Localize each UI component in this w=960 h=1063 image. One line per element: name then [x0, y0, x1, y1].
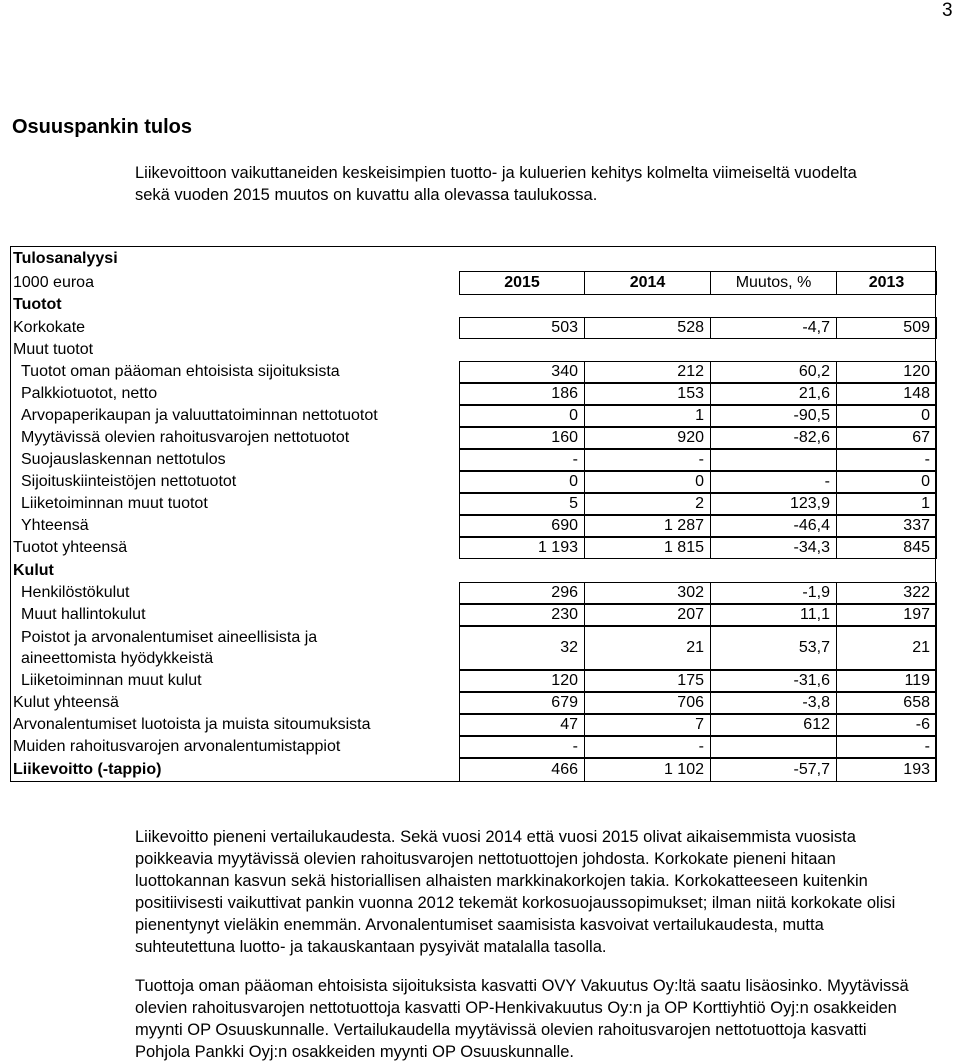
value-change: [711, 736, 837, 758]
row-label: Kulut: [13, 562, 54, 579]
header-2014: 2014: [585, 271, 711, 295]
row-label: Tuotot yhteensä: [13, 539, 128, 556]
table-row: [11, 317, 935, 339]
value-2014: 1 287: [585, 515, 711, 537]
value-2014: -: [585, 449, 711, 471]
value-2015: 47: [459, 714, 585, 736]
row-label: Kulut yhteensä: [13, 694, 119, 711]
row-label: Korkokate: [13, 319, 86, 336]
value-2014: 706: [585, 692, 711, 714]
value-2013: 197: [837, 604, 937, 626]
value-2013: 119: [837, 670, 937, 692]
table-row: [11, 537, 935, 559]
value-2013: 322: [837, 582, 937, 604]
row-label: Suojauslaskennan nettotulos: [21, 451, 226, 468]
value-2015: 690: [459, 515, 585, 537]
value-2015: 1 193: [459, 537, 585, 559]
value-2014: 1 815: [585, 537, 711, 559]
value-change: 21,6: [711, 383, 837, 405]
value-change: -46,4: [711, 515, 837, 537]
value-2014: 1: [585, 405, 711, 427]
value-2015: 0: [459, 405, 585, 427]
table-row: [11, 295, 935, 315]
value-2015: 5: [459, 493, 585, 515]
paragraph-profit: [135, 826, 925, 958]
value-2015: 160: [459, 427, 585, 449]
paragraph-text: Liikevoitto pieneni vertailukaudesta. Sekä vuosi 2014 että vuosi 2015 olivat aikaisemmista vuosista poikkeavia myytävissä olevien rahoitusvarojen nettotuottojen johdosta. Korkokate pieneni hitaan luottokannan kasvun sekä historiallisen alhaisten markkinakorkojen takia. Korkokatteeseen kuitenkin positiivisesti vaikuttivat pankin vuonna 2012 tekemät korkosuojaussopimukset; ilman niitä korkokate olisi pienentynyt vieläkin enemmän. Arvonalentumiset saamisista kasvoivat vertailukaudesta, mutta suhteutettuna luotto- ja takauskantaan pysyivät matalalla tasolla.: [135, 828, 896, 956]
row-label: Tuotot: [13, 296, 62, 313]
value-2013: 1: [837, 493, 937, 515]
value-2015: 340: [459, 361, 585, 383]
value-2015: 32: [459, 626, 585, 670]
table-row: [11, 604, 935, 626]
value-change: -1,9: [711, 582, 837, 604]
value-2013: 845: [837, 537, 937, 559]
table-title: Tulosanalyysi: [13, 250, 118, 267]
value-2014: 207: [585, 604, 711, 626]
value-2015: 120: [459, 670, 585, 692]
table-row: [11, 692, 935, 714]
value-2014: 1 102: [585, 758, 711, 782]
value-2014: 175: [585, 670, 711, 692]
paragraph-income: [135, 975, 925, 1063]
value-change: -: [711, 471, 837, 493]
value-change: 60,2: [711, 361, 837, 383]
table-title-row: [11, 247, 935, 271]
table-row: [11, 471, 935, 493]
value-2014: 302: [585, 582, 711, 604]
value-2015: 230: [459, 604, 585, 626]
table-row: [11, 339, 935, 361]
row-label: Poistot ja arvonalentumiset aineellisista ja aineettomista hyödykkeistä: [21, 629, 318, 667]
table-row: [11, 560, 935, 582]
row-label: Muiden rahoitusvarojen arvonalentumistappiot: [13, 738, 341, 755]
value-2013: 21: [837, 626, 937, 670]
table-row: [11, 493, 935, 515]
row-label: Arvopaperikaupan ja valuuttatoiminnan nettotuotot: [21, 407, 378, 424]
row-label: Arvonalentumiset luotoista ja muista sitoumuksista: [13, 716, 371, 733]
value-2014: 0: [585, 471, 711, 493]
value-2015: 503: [459, 317, 585, 339]
value-2014: 528: [585, 317, 711, 339]
table-row: [11, 427, 935, 449]
table-row: [11, 383, 935, 405]
row-label: Muut hallintokulut: [21, 606, 146, 623]
value-2013: 193: [837, 758, 937, 782]
table-row: [11, 714, 935, 736]
value-2014: 153: [585, 383, 711, 405]
value-2015: -: [459, 736, 585, 758]
value-2013: -: [837, 736, 937, 758]
table-row: [11, 405, 935, 427]
row-label: Myytävissä olevien rahoitusvarojen nettotuotot: [21, 429, 350, 446]
unit-label: 1000 euroa: [13, 274, 94, 291]
table-row: [11, 582, 935, 604]
table-row: [11, 670, 935, 692]
value-2015: 296: [459, 582, 585, 604]
value-2013: 658: [837, 692, 937, 714]
paragraph-text: Tuottoja oman pääoman ehtoisista sijoituksista kasvatti OVY Vakuutus Oy:ltä saatu lisäosinko. Myytävissä olevien rahoitusvarojen nettotuottoja kasvatti OP-Henkivakuutus Oy:n ja OP Korttiyhtiö Oyj:n osakkeiden myynti OP Osuuskunnalle. Vertailukaudella myytävissä olevien rahoitusvarojen nettotuottoja kasvatti Pohjola Pankki Oyj:n osakkeiden myynti OP Osuuskunnalle.: [135, 977, 909, 1061]
row-label: Liikevoitto (-tappio): [13, 761, 162, 778]
row-label: Liiketoiminnan muut kulut: [21, 672, 202, 689]
table-row: [11, 449, 935, 471]
value-change: 612: [711, 714, 837, 736]
table-row: [11, 736, 935, 758]
value-2015: 679: [459, 692, 585, 714]
value-2013: -: [837, 449, 937, 471]
value-change: -34,3: [711, 537, 837, 559]
row-label: Yhteensä: [21, 517, 89, 534]
row-label: Sijoituskiinteistöjen nettotuotot: [21, 473, 237, 490]
value-change: [711, 449, 837, 471]
value-2014: 2: [585, 493, 711, 515]
row-label: Muut tuotot: [13, 341, 94, 358]
table-header-row: [11, 271, 935, 295]
value-2013: 67: [837, 427, 937, 449]
value-change: -57,7: [711, 758, 837, 782]
value-2013: 0: [837, 405, 937, 427]
value-2013: 120: [837, 361, 937, 383]
table-row: [11, 758, 935, 782]
intro-paragraph: Liikevoittoon vaikuttaneiden keskeisimpien tuotto- ja kuluerien kehitys kolmelta viimeiseltä vuodelta sekä vuoden 2015 muutos on kuvattu alla olevassa taulukossa.: [135, 164, 857, 204]
header-2013: 2013: [837, 271, 937, 295]
value-2014: 7: [585, 714, 711, 736]
value-change: -3,8: [711, 692, 837, 714]
row-label: Tuotot oman pääoman ehtoisista sijoituksista: [21, 363, 340, 380]
value-2013: 337: [837, 515, 937, 537]
value-2015: -: [459, 449, 585, 471]
value-change: 123,9: [711, 493, 837, 515]
header-change: Muutos, %: [711, 271, 837, 295]
table-row: [11, 515, 935, 537]
table-row: [11, 361, 935, 383]
table-row: [11, 626, 935, 670]
row-label: Henkilöstökulut: [21, 584, 130, 601]
header-2015: 2015: [459, 271, 585, 295]
value-change: 53,7: [711, 626, 837, 670]
row-label: Palkkiotuotot, netto: [21, 385, 158, 402]
value-2015: 466: [459, 758, 585, 782]
value-2015: 186: [459, 383, 585, 405]
value-change: -31,6: [711, 670, 837, 692]
value-change: 11,1: [711, 604, 837, 626]
results-table: [10, 246, 936, 782]
page-number: 3: [942, 0, 953, 21]
value-2014: 21: [585, 626, 711, 670]
value-2014: -: [585, 736, 711, 758]
value-2013: 148: [837, 383, 937, 405]
value-2013: 509: [837, 317, 937, 339]
value-change: -82,6: [711, 427, 837, 449]
value-2013: -6: [837, 714, 937, 736]
value-2013: 0: [837, 471, 937, 493]
value-2015: 0: [459, 471, 585, 493]
value-change: -90,5: [711, 405, 837, 427]
value-2014: 212: [585, 361, 711, 383]
value-change: -4,7: [711, 317, 837, 339]
section-title: Osuuspankin tulos: [12, 116, 193, 138]
value-2014: 920: [585, 427, 711, 449]
row-label: Liiketoiminnan muut tuotot: [21, 495, 208, 512]
